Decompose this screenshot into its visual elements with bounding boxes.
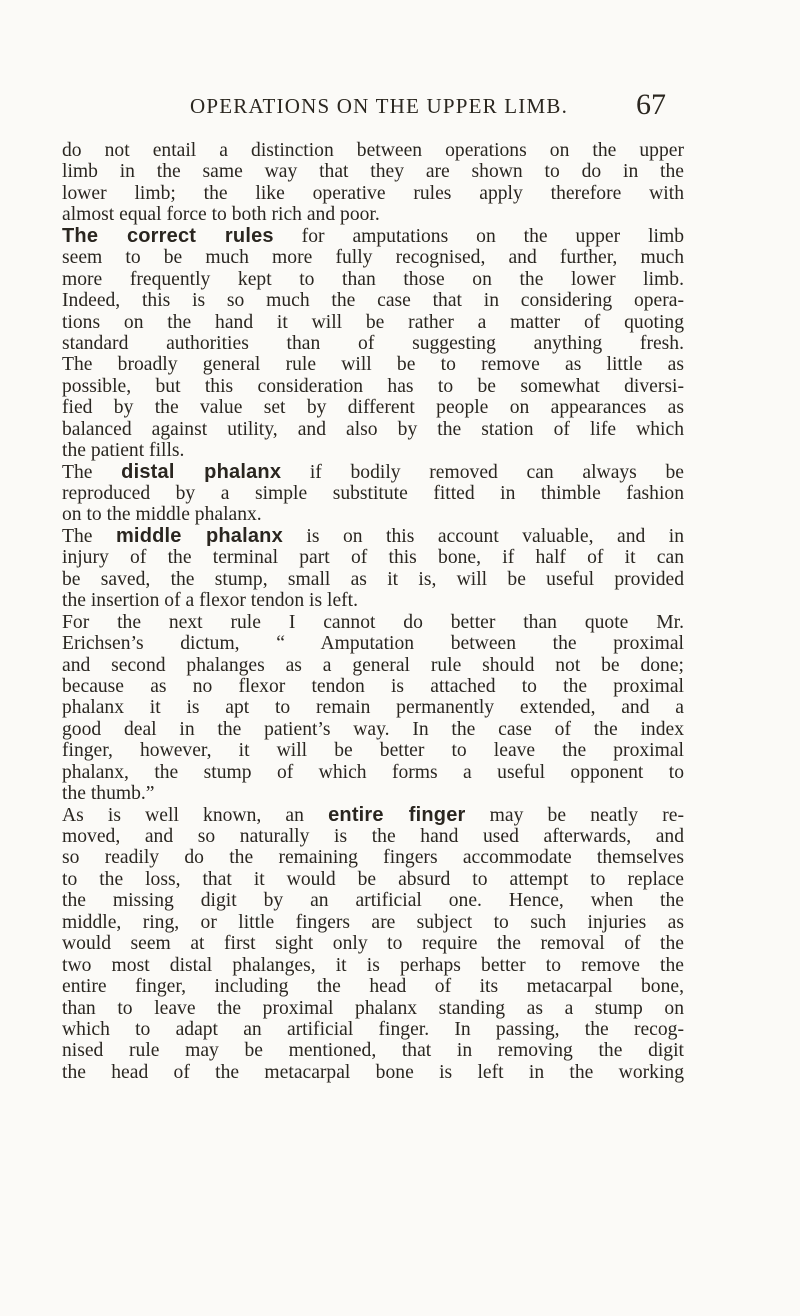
text-line: [62, 955, 684, 976]
text-run: good deal in the patient’s way. In the case of the index: [62, 718, 684, 740]
text-line: [62, 290, 684, 311]
text-run: be saved, the stump, small as it is, will be useful provided: [62, 568, 684, 590]
text-run: For the next rule I cannot do better than quote Mr.: [62, 611, 684, 633]
text-run: The: [62, 461, 122, 483]
text-line: [62, 376, 684, 397]
text-run: The broadly general rule will be to remove as little as: [62, 354, 684, 376]
text-run: so readily do the remaining fingers accommodate themselves: [62, 847, 684, 869]
text-line: [62, 440, 684, 461]
keyword-heading: distal phalanx: [121, 460, 282, 483]
text-run: phalanx it is apt to remain permanently extended, and a: [62, 697, 684, 719]
text-line: [62, 354, 684, 375]
body-text: [62, 140, 684, 1083]
text-line: [62, 161, 684, 182]
text-line: [62, 655, 684, 676]
keyword-heading: entire finger: [328, 803, 466, 826]
text-line: [62, 419, 684, 440]
text-line: [62, 569, 684, 590]
text-line: [62, 847, 684, 868]
text-run: Erichsen’s dictum, “ Amputation between the proximal: [62, 633, 684, 655]
text-line: [62, 783, 684, 804]
text-run: the missing digit by an artificial one. Hence, when the: [62, 890, 684, 912]
text-run: injury of the terminal part of this bone, if half of it can: [62, 547, 684, 569]
page-number: 67: [636, 88, 666, 121]
text-run: finger, however, it will be better to leave the proximal: [62, 740, 684, 762]
text-run: the insertion of a flexor tendon is left.: [62, 590, 359, 612]
text-run: Indeed, this is so much the case that in considering opera-: [62, 290, 684, 312]
text-run: reproduced by a simple substitute fitted in thimble fashion: [62, 483, 684, 504]
text-line: [62, 1019, 684, 1040]
text-run: middle, ring, or little fingers are subject to such injuries as: [62, 911, 684, 933]
text-run: and second phalanges as a general rule should not be done;: [62, 654, 684, 676]
text-line: [62, 1062, 684, 1083]
text-line: [62, 612, 684, 633]
text-line: [62, 590, 684, 611]
running-head-title: OPERATIONS ON THE UPPER LIMB.: [190, 94, 569, 118]
text-run: entire finger, including the head of its metacarpal bone,: [62, 976, 684, 998]
text-line: [62, 805, 684, 826]
text-line: [62, 204, 684, 225]
text-run: may be neatly re-: [465, 804, 684, 826]
text-line: [62, 869, 684, 890]
text-run: the thumb.”: [62, 783, 155, 805]
keyword-heading: The correct rules: [62, 224, 274, 247]
text-line: [62, 333, 684, 354]
text-line: [62, 1040, 684, 1061]
text-run: more frequently kept to than those on the lower limb.: [62, 268, 684, 290]
text-line: [62, 547, 684, 568]
text-run: because as no flexor tendon is attached to the proximal: [62, 675, 684, 697]
text-run: As is well known, an: [62, 804, 329, 826]
text-run: tions on the hand it will be rather a matter of quoting: [62, 311, 684, 333]
text-run: do not entail a distinction between operations on the upper: [62, 140, 684, 161]
text-line: [62, 762, 684, 783]
text-run: to the loss, that it would be absurd to attempt to replace: [62, 868, 684, 890]
running-head: [0, 88, 800, 128]
text-run: lower limb; the like operative rules apply therefore with: [62, 182, 684, 204]
text-run: if bodily removed can always be: [281, 461, 684, 483]
text-run: the head of the metacarpal bone is left in the working: [62, 1061, 684, 1083]
text-line: [62, 933, 684, 954]
text-run: balanced against utility, and also by the station of life which: [62, 418, 684, 440]
text-line: [62, 483, 684, 504]
text-line: [62, 998, 684, 1019]
text-run: fied by the value set by different people on appearances as: [62, 397, 684, 419]
text-line: [62, 183, 684, 204]
text-run: moved, and so naturally is the hand used afterwards, and: [62, 826, 684, 847]
text-run: phalanx, the stump of which forms a useful opponent to: [62, 761, 684, 783]
text-run: which to adapt an artificial finger. In passing, the recog-: [62, 1018, 684, 1040]
text-line: [62, 890, 684, 911]
text-line: [62, 269, 684, 290]
text-run: possible, but this consideration has to be somewhat diversi-: [62, 375, 684, 397]
keyword-heading: middle phalanx: [115, 524, 283, 547]
text-line: [62, 504, 684, 525]
text-line: [62, 633, 684, 654]
text-run: nised rule may be mentioned, that in removing the digit: [62, 1040, 684, 1062]
text-line: [62, 719, 684, 740]
text-line: [62, 697, 684, 718]
text-line: [62, 312, 684, 333]
text-line: [62, 462, 684, 483]
text-line: [62, 526, 684, 547]
text-run: almost equal force to both rich and poor.: [62, 204, 380, 226]
text-line: [62, 826, 684, 847]
text-line: [62, 976, 684, 997]
text-run: the patient fills.: [62, 440, 185, 462]
text-run: seem to be much more fully recognised, and further, much: [62, 247, 684, 269]
text-line: [62, 676, 684, 697]
text-run: limb in the same way that they are shown to do in the: [62, 161, 684, 183]
text-line: [62, 226, 684, 247]
text-line: [62, 740, 684, 761]
text-run: for amputations on the upper limb: [273, 225, 684, 247]
text-run: The: [62, 525, 116, 547]
text-line: [62, 140, 684, 161]
text-run: two most distal phalanges, it is perhaps better to remove the: [62, 954, 684, 976]
text-line: [62, 912, 684, 933]
text-run: standard authorities than of suggesting anything fresh.: [62, 332, 684, 354]
text-run: is on this account valuable, and in: [282, 525, 685, 547]
text-line: [62, 247, 684, 268]
text-run: on to the middle phalanx.: [62, 504, 262, 526]
text-line: [62, 397, 684, 418]
text-run: would seem at first sight only to require the removal of the: [62, 933, 684, 955]
text-run: than to leave the proximal phalanx standing as a stump on: [62, 997, 684, 1019]
